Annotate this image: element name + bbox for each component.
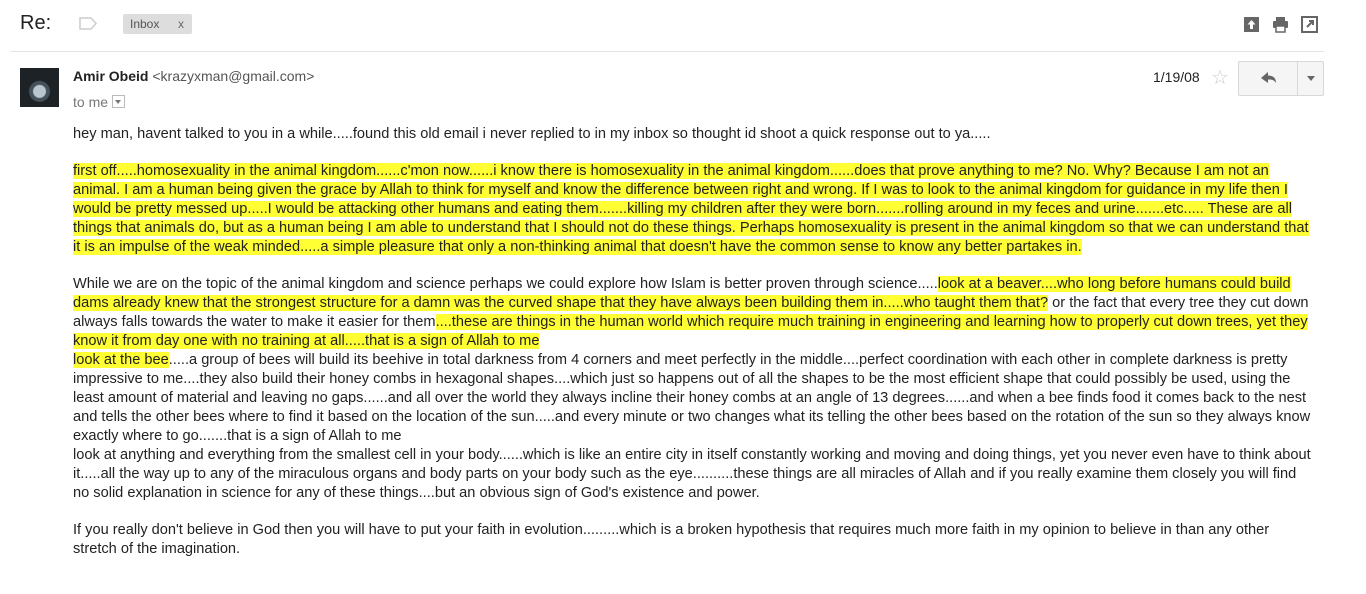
message-body	[73, 125, 1313, 577]
reply-icon	[1239, 62, 1297, 95]
highlighted-text: first off.....homosexuality in the animal kingdom......c'mon now......i know there is homosexuality in the animal kingdom......does that prove anything to me? No. Why? Because I am not an animal. I am a human being given the grace by Allah to think for myself and know the difference between right and wrong. If I was to look to the animal kingdom for guidance in my life then I would be pretty messed up.....I would be attacking other humans and eating them.......killing my children after they were born.......rolling around in my feces and urine.......etc..... These are all things that animals do, but as a human being I am able to understand that I should not do these things. Perhaps homosexuality is present in the animal kingdom so that we can understand that it is an impulse of the weak minded.....a simple pleasure that only a non-thinking animal that doesn't have the common sense to know any better partakes in.	[73, 163, 1309, 255]
more-actions-button[interactable]	[1298, 62, 1323, 95]
recipient-line	[73, 94, 125, 110]
label-chip-inbox[interactable]	[123, 14, 192, 34]
message-date: 1/19/08	[1153, 69, 1200, 85]
highlighted-text: that is a sign of Allah to me	[365, 333, 540, 349]
body-text: look at anything and everything from the smallest cell in your body......which is like an entire city in itself constantly working and moving and doing things, yet you never even have to think about it.....all the way up to any of the miraculous organs and body parts on your body such as the eye..........these things are all miracles of Allah and if you really examine them closely you will find no solid explanation in science for any of these things....but an obvious sign of God's existence and power.	[73, 447, 1311, 501]
body-text: .....a group of bees will build its beehive in total darkness from 4 corners and meet perfectly in the middle....perfect coordination with each other in complete darkness is pretty impressive to me....they also build their honey combs in hexagonal shapes....which just so happens out of all the shapes to be the most efficient shape that could possibly be used, using the least amount of material and leaving no gaps......and all over the world they always incline their honey combs at an angle of 13 degrees......and when a bee finds food it comes back to the nest and tells the other bees where to find it based on the location of the sun.....and every minute or two changes what its telling the other bees based on the rotation of the sun so they always know exactly where to go.......that is a sign of Allah to me	[73, 352, 1311, 444]
header-divider	[10, 51, 1324, 52]
thread-actions	[1243, 16, 1318, 33]
body-paragraph-4: If you really don't believe in God then you will have to put your faith in evolution.........which is a broken hypothesis that requires much more faith in my opinion to believe in than any other stretch of the imagination.	[73, 522, 1270, 557]
body-text: While we are on the topic of the animal kingdom and science perhaps we could explore how Islam is better proven through science.....	[73, 276, 938, 292]
archive-icon[interactable]	[1243, 16, 1260, 33]
reply-button[interactable]	[1239, 62, 1298, 95]
print-icon[interactable]	[1272, 16, 1289, 33]
body-paragraph-2	[73, 162, 1313, 257]
sender-name[interactable]: Amir Obeid	[73, 68, 149, 84]
recipient-text: to me	[73, 94, 109, 110]
body-text: or the fact that every tree they cut down always falls towards the water to make it easier for them	[73, 295, 1309, 330]
star-icon[interactable]: ☆	[1211, 67, 1229, 89]
sender-line	[73, 68, 314, 84]
subject-bar	[0, 0, 1366, 52]
highlighted-text: look at a beaver....who long before humans could build dams already knew that the strongest structure for a damn was the curved shape that they have always been building them in.....who taught them that?	[73, 276, 1291, 311]
sender-avatar	[20, 68, 59, 107]
new-window-icon[interactable]	[1301, 16, 1318, 33]
label-tag-icon[interactable]	[79, 17, 97, 30]
highlighted-text: ....these are things in the human world which require much training in engineering and learning how to properly cut down trees, yet they know it from day one with no training at all.....	[73, 314, 1308, 349]
body-paragraph-1: hey man, havent talked to you in a while.....found this old email i never replied to in my inbox so thought id shoot a quick response out to ya.....	[73, 126, 991, 142]
label-chip-text: Inbox	[130, 17, 160, 31]
show-details-icon[interactable]	[112, 95, 125, 108]
sender-email: <krazyxman@gmail.com>	[152, 68, 315, 84]
reply-button-group	[1238, 61, 1324, 96]
subject-title: Re:	[20, 12, 52, 34]
body-paragraph-3	[73, 275, 1313, 503]
highlighted-text: look at the bee	[73, 352, 169, 368]
label-remove-button[interactable]: x	[178, 17, 184, 31]
